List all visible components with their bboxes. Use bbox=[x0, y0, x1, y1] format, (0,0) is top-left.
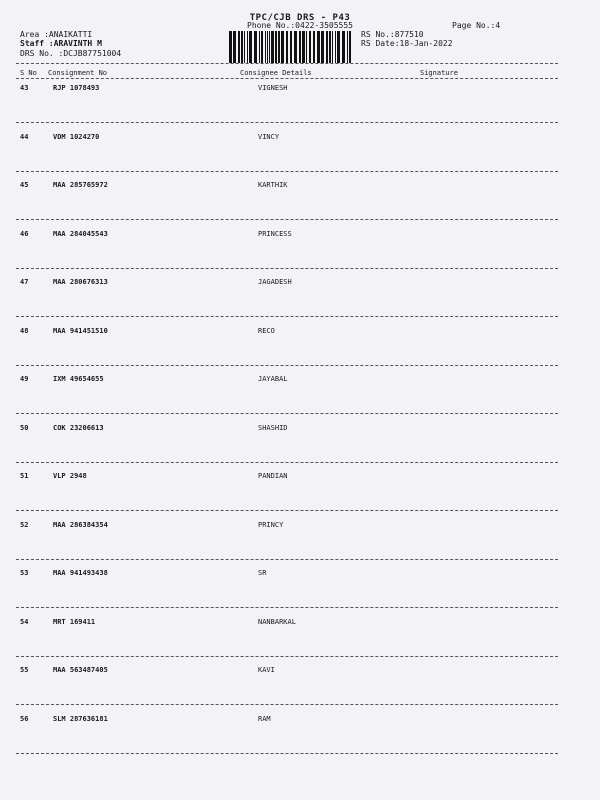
consignee-name: SR bbox=[258, 569, 267, 577]
row-sno: 51 bbox=[20, 472, 29, 480]
row-sno: 56 bbox=[20, 714, 29, 723]
phone-number: Phone No.:0422-3505555 bbox=[247, 21, 353, 30]
table-row bbox=[0, 715, 600, 727]
consignee-name: JAGADESH bbox=[258, 278, 292, 286]
row-divider bbox=[16, 268, 558, 269]
consignment-number: MAA 280676313 bbox=[53, 278, 108, 286]
consignee-name: PRINCESS bbox=[258, 229, 292, 238]
row-divider bbox=[16, 704, 558, 705]
consignment-number: RJP 1078493 bbox=[53, 84, 100, 92]
barcode-bar bbox=[306, 31, 307, 63]
consignee-name: RECO bbox=[258, 326, 275, 335]
table-row bbox=[0, 521, 600, 533]
barcode-bar bbox=[309, 31, 311, 63]
table-row bbox=[0, 133, 600, 145]
row-divider bbox=[16, 413, 558, 414]
row-sno: 52 bbox=[20, 520, 29, 529]
row-sno: 44 bbox=[20, 132, 29, 141]
area-label: Area :ANAIKATTI bbox=[20, 30, 93, 39]
consignment-number: MRT 169411 bbox=[53, 617, 96, 626]
row-sno: 48 bbox=[20, 326, 29, 335]
row-sno: 43 bbox=[20, 84, 29, 92]
divider bbox=[16, 78, 558, 79]
barcode-bar bbox=[332, 31, 333, 63]
table-row bbox=[0, 84, 600, 96]
barcode-bar bbox=[241, 31, 243, 63]
barcode-bar bbox=[259, 31, 260, 63]
row-divider bbox=[16, 753, 558, 754]
row-sno: 46 bbox=[20, 229, 29, 238]
barcode-bar bbox=[290, 31, 292, 63]
rs-date: RS Date:18-Jan-2022 bbox=[361, 39, 453, 48]
barcode-bar bbox=[317, 31, 320, 63]
table-row bbox=[0, 472, 600, 484]
col-consignee: Consignee Details bbox=[240, 69, 312, 77]
consignee-name: PANDIAN bbox=[258, 472, 288, 480]
barcode-bar bbox=[247, 31, 248, 63]
barcode-bar bbox=[342, 31, 345, 63]
barcode-bar bbox=[265, 31, 266, 63]
table-row bbox=[0, 618, 600, 630]
barcode-bar bbox=[313, 31, 315, 63]
table-row bbox=[0, 278, 600, 290]
row-divider bbox=[16, 171, 558, 172]
barcode-bar bbox=[238, 31, 240, 63]
barcode-bar bbox=[299, 31, 301, 63]
consignment-number: MAA 941451510 bbox=[53, 326, 108, 335]
table-row bbox=[0, 424, 600, 436]
row-sno: 54 bbox=[20, 617, 29, 626]
consignee-name: VINCY bbox=[258, 132, 280, 141]
consignment-number: VLP 2948 bbox=[53, 472, 87, 480]
barcode-bar bbox=[269, 31, 270, 63]
col-signature: Signature bbox=[420, 69, 458, 77]
barcode-bar bbox=[347, 31, 348, 63]
row-divider bbox=[16, 122, 558, 123]
consignment-number: MAA 285765972 bbox=[53, 181, 108, 189]
barcode-bar bbox=[337, 31, 340, 63]
row-sno: 45 bbox=[20, 181, 29, 189]
table-row bbox=[0, 666, 600, 678]
row-divider bbox=[16, 462, 558, 463]
consignment-number: SLM 287636181 bbox=[53, 714, 108, 723]
consignment-number: MAA 286384354 bbox=[53, 520, 108, 529]
consignment-number: IXM 49654655 bbox=[53, 375, 104, 383]
barcode-bar bbox=[254, 31, 257, 63]
row-sno: 47 bbox=[20, 278, 29, 286]
row-divider bbox=[16, 316, 558, 317]
barcode-bar bbox=[249, 31, 252, 63]
consignee-name: NANBARKAL bbox=[258, 617, 296, 626]
barcode-bar bbox=[302, 31, 305, 63]
barcode-bar bbox=[349, 31, 351, 63]
barcode-bar bbox=[271, 31, 274, 63]
consignee-name: JAYABAL bbox=[258, 375, 288, 383]
signature-area bbox=[300, 0, 600, 800]
consignment-number: COK 23206613 bbox=[53, 423, 104, 432]
consignee-name: RAM bbox=[258, 714, 271, 723]
table-row bbox=[0, 569, 600, 581]
barcode-bar bbox=[261, 31, 263, 63]
barcode-bar bbox=[275, 31, 277, 63]
consignment-number: MAA 941493438 bbox=[53, 569, 108, 577]
row-sno: 50 bbox=[20, 423, 29, 432]
consignee-name: PRINCY bbox=[258, 520, 284, 529]
divider bbox=[16, 63, 558, 64]
row-sno: 53 bbox=[20, 569, 29, 577]
staff-label: Staff :ARAVINTH M bbox=[20, 39, 102, 48]
consignment-number: MAA 284045543 bbox=[53, 229, 108, 238]
row-divider bbox=[16, 559, 558, 560]
barcode-bar bbox=[267, 31, 268, 63]
table-row bbox=[0, 327, 600, 339]
table-row bbox=[0, 181, 600, 193]
barcode-bar bbox=[286, 31, 288, 63]
row-divider bbox=[16, 607, 558, 608]
barcode-bar bbox=[326, 31, 328, 63]
consignee-name: KAVI bbox=[258, 666, 275, 674]
rs-number: RS No.:877510 bbox=[361, 30, 424, 39]
col-sno: S No bbox=[20, 69, 37, 77]
barcode-bar bbox=[294, 31, 297, 63]
row-divider bbox=[16, 656, 558, 657]
drs-title: TPC/CJB DRS - P43 bbox=[249, 13, 351, 23]
barcode-bar bbox=[244, 31, 245, 63]
barcode-bar bbox=[321, 31, 324, 63]
row-sno: 55 bbox=[20, 666, 29, 674]
table-row bbox=[0, 375, 600, 387]
barcode bbox=[229, 31, 353, 63]
consignee-name: SHASHID bbox=[258, 423, 288, 432]
consignment-number: VDM 1024270 bbox=[53, 132, 100, 141]
row-divider bbox=[16, 510, 558, 511]
col-consignment: Consignment No bbox=[48, 69, 108, 77]
row-divider bbox=[16, 219, 558, 220]
drs-number: DRS No. :DCJB87751004 bbox=[20, 49, 122, 58]
barcode-bar bbox=[233, 31, 236, 63]
barcode-bar bbox=[281, 31, 284, 63]
barcode-bar bbox=[335, 31, 336, 63]
table-row bbox=[0, 230, 600, 242]
consignee-name: KARTHIK bbox=[258, 181, 288, 189]
barcode-bar bbox=[229, 31, 232, 63]
row-sno: 49 bbox=[20, 375, 29, 383]
consignment-number: MAA 563487405 bbox=[53, 666, 108, 674]
consignee-name: VIGNESH bbox=[258, 84, 288, 92]
row-divider bbox=[16, 365, 558, 366]
barcode-bar bbox=[278, 31, 280, 63]
page-number: Page No.:4 bbox=[452, 21, 501, 30]
barcode-bar bbox=[329, 31, 331, 63]
